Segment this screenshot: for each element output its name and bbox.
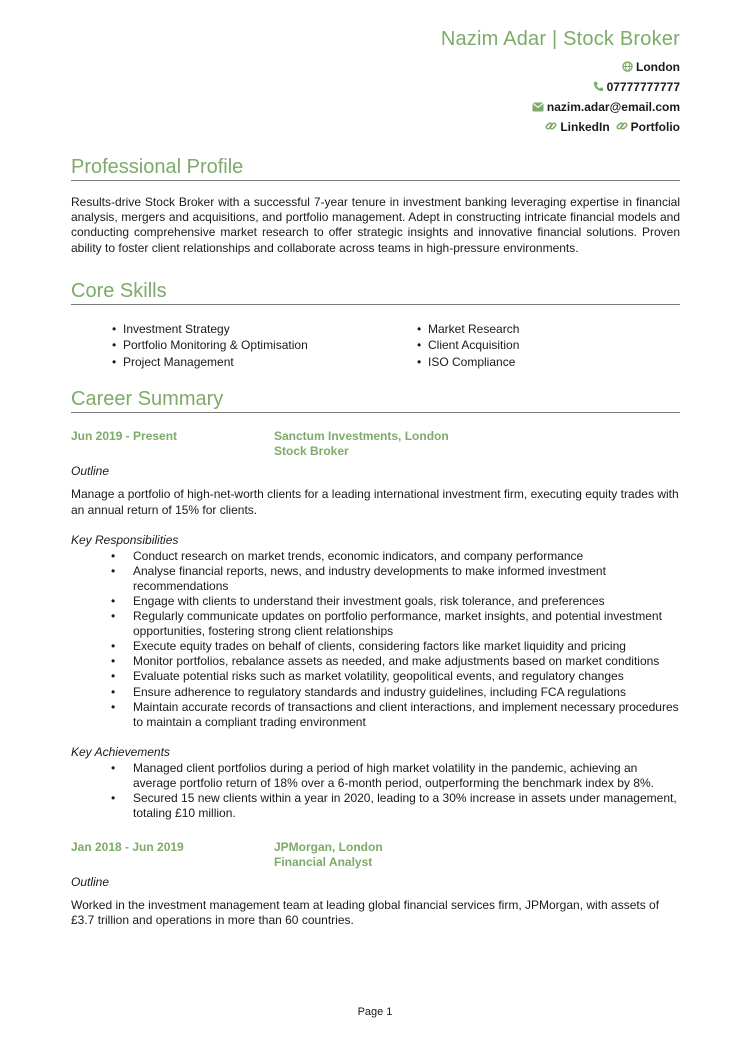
achievement-item: • Secured 15 new clients within a year in 2020, leading to a 30% increase in assets under management, totaling £10 million.: [71, 791, 680, 821]
responsibility-item: • Maintain accurate records of transactions and client interactions, and implement necessary procedures to maintain a compliant trading environment: [71, 700, 680, 730]
responsibility-item: • Monitor portfolios, rebalance assets as needed, and make adjustments based on market conditions: [71, 654, 680, 669]
skills-column-2: [415, 321, 519, 371]
responsibility-item: • Ensure adherence to regulatory standards and industry guidelines, including FCA regulations: [71, 685, 680, 700]
links-line: [71, 118, 680, 138]
skill-item: • Client Acquisition: [415, 337, 519, 354]
skill-item: • Market Research: [415, 321, 519, 338]
job-dates: Jun 2019 - Present: [71, 429, 178, 444]
job-dates: Jan 2018 - Jun 2019: [71, 840, 184, 855]
phone-text[interactable]: 07777777777: [606, 80, 680, 94]
responsibility-item: • Execute equity trades on behalf of clients, considering factors like market liquidity and pricing: [71, 639, 680, 654]
phone-line: [71, 78, 680, 98]
location-text: London: [636, 60, 680, 74]
phone-icon: [593, 79, 604, 98]
skills-section: [71, 279, 680, 371]
responsibilities-label: Key Responsibilities: [71, 532, 179, 547]
envelope-icon: [532, 99, 544, 118]
portfolio-link[interactable]: Portfolio: [630, 120, 680, 134]
email-line: [71, 98, 680, 118]
responsibility-item: • Analyse financial reports, news, and industry developments to make informed investment recommendations: [71, 564, 680, 594]
job-entry: [71, 840, 680, 928]
profile-text: Results-drive Stock Broker with a successful 7-year tenure in investment banking leveraging expertise in financial analysis, mergers and acquisitions, and portfolio management. Adept in constructing intricate financial models and conducting comprehensive market research to offer strategic insights and innovative financial solutions. Proven ability to foster client relationships and collaborate across teams in high-pressure environments.: [71, 195, 680, 255]
skill-item: • Investment Strategy: [110, 321, 415, 338]
resume-header: [71, 0, 680, 138]
job-role: Financial Analyst: [274, 855, 373, 870]
skills-list: [71, 321, 680, 371]
email-text[interactable]: nazim.adar@email.com: [546, 100, 680, 114]
job-company: Sanctum Investments, London: [274, 429, 449, 444]
skill-item: • ISO Compliance: [415, 354, 519, 371]
profile-section: [71, 155, 680, 256]
responsibility-item: • Conduct research on market trends, economic indicators, and company performance: [71, 549, 680, 564]
achievements-label: Key Achievements: [71, 744, 170, 759]
skills-column-1: [110, 321, 415, 371]
page-number: Page 1: [357, 1006, 393, 1018]
job-header: [71, 429, 680, 459]
job-header: [71, 840, 680, 870]
career-heading: Career Summary: [71, 387, 680, 413]
job-role: Stock Broker: [274, 444, 349, 459]
job-company-role: [274, 840, 383, 870]
link-icon: [545, 119, 557, 138]
location-line: [71, 58, 680, 78]
linkedin-link[interactable]: LinkedIn: [560, 120, 610, 134]
job-outline: Manage a portfolio of high-net-worth clients for a leading international investment firm, executing equity trades with an annual return of 15% for clients.: [71, 487, 679, 517]
profile-heading: Professional Profile: [71, 155, 680, 181]
responsibilities-list: [71, 549, 680, 730]
achievements-list: [71, 761, 680, 821]
skills-heading: Core Skills: [71, 279, 680, 305]
contact-info: [71, 58, 680, 138]
outline-label: Outline: [71, 464, 110, 479]
achievement-item: • Managed client portfolios during a period of high market volatility in the pandemic, achieving an average portfolio return of 18% over a 6-month period, outperforming the benchmark index by 8%.: [71, 761, 680, 791]
resume-page: [71, 0, 680, 929]
responsibility-item: • Evaluate potential risks such as market volatility, geopolitical events, and regulatory changes: [71, 669, 680, 684]
responsibility-item: • Engage with clients to understand their investment goals, risk tolerance, and preferences: [71, 594, 680, 609]
job-company: JPMorgan, London: [274, 840, 383, 855]
candidate-name: Nazim Adar | Stock Broker: [440, 28, 680, 50]
skill-item: • Project Management: [110, 354, 415, 371]
job-outline: Worked in the investment management team at leading global financial services firm, JPMorgan, with assets of £3.7 trillion and operations in more than 60 countries.: [71, 898, 660, 928]
globe-icon: [622, 59, 633, 78]
job-entry: [71, 429, 680, 821]
skill-item: • Portfolio Monitoring & Optimisation: [110, 337, 415, 354]
responsibility-item: • Regularly communicate updates on portfolio performance, market insights, and potential investment opportunities, fostering strong client relationships: [71, 609, 680, 639]
career-section: [71, 387, 680, 928]
outline-label: Outline: [71, 875, 110, 890]
link-icon: [616, 119, 628, 138]
job-company-role: [274, 429, 449, 459]
